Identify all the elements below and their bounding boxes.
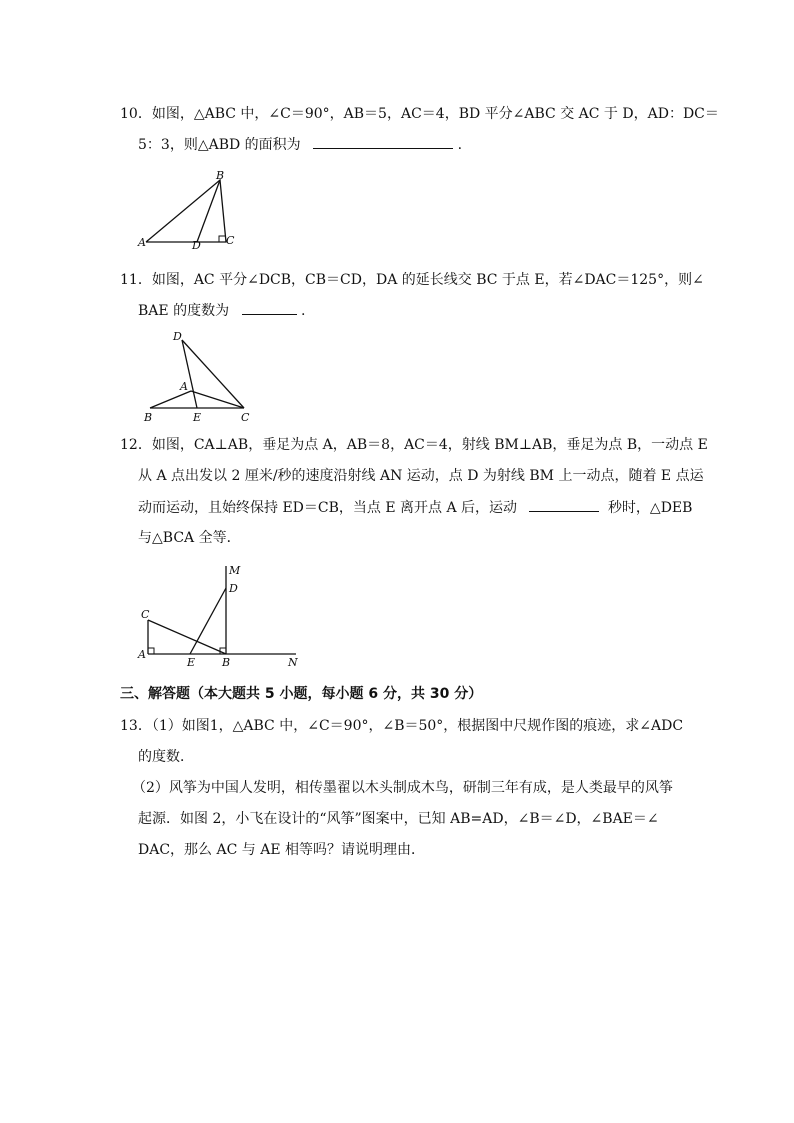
section-3-heading: 三、解答题（本大题共 5 小题，每小题 6 分，共 30 分） [120, 686, 483, 702]
q12-line-1: 12．如图，CA⊥AB，垂足为点 A，AB＝8，AC＝4，射线 BM⊥AB，垂足为点 B，一动点 E [120, 437, 708, 453]
q11-line-2-text: BAE 的度数为 [138, 303, 230, 319]
q11-line-2-end: . [300, 303, 306, 319]
q12-label-e: E [187, 656, 196, 669]
q11-label-a: A [180, 380, 188, 393]
q13-line-5: DAC，那么 AC 与 AE 相等吗？请说明理由． [138, 842, 425, 858]
q12-answer-blank [529, 497, 599, 512]
q12-label-a: A [138, 648, 146, 661]
q12-line-3 [138, 497, 692, 518]
q12-label-b: B [222, 656, 231, 669]
q11-line-2 [138, 300, 305, 321]
q10-line-1: 10．如图，△ABC 中，∠C＝90°，AB＝5，AC＝4，BD 平分∠ABC 交 AC 于 D，AD：DC＝ [120, 106, 719, 122]
q10-triangle-abc [146, 180, 226, 242]
q11-answer-blank [242, 300, 297, 315]
q11-segment-ba [150, 391, 191, 408]
q12-line-3-text-a: 动而运动，且始终保持 ED＝CB，当点 E 离开点 A 后，运动 [138, 500, 518, 516]
q10-line-2 [138, 134, 462, 155]
q11-segment-de [182, 340, 197, 408]
q10-figure [130, 168, 250, 258]
q11-label-c: C [241, 411, 250, 424]
q12-line-2: 从 A 点出发以 2 厘米/秒的速度沿射线 AN 运动，点 D 为射线 BM 上一动点，随着 E 点运 [138, 468, 704, 484]
q13-line-4: 起源．如图 2，小飞在设计的“风筝”图案中，已知 AB=AD，∠B＝∠D，∠BAE＝∠ [138, 811, 659, 827]
q12-label-m: M [229, 564, 241, 577]
q10-line-2-end: . [457, 137, 463, 153]
q11-line-1: 11．如图，AC 平分∠DCB，CB＝CD，DA 的延长线交 BC 于点 E，若∠DAC＝125°，则∠ [120, 272, 704, 288]
q13-line-2: 的度数． [138, 749, 194, 765]
q12-line-3-text-b: 秒时，△DEB [607, 500, 693, 516]
q11-label-d: D [173, 330, 182, 343]
q10-label-c: C [226, 234, 235, 247]
q12-line-4: 与△BCA 全等． [138, 530, 241, 546]
q10-right-angle-mark [219, 236, 225, 242]
q12-label-n: N [288, 656, 298, 669]
q10-label-b: B [216, 169, 225, 182]
q11-label-b: B [144, 411, 153, 424]
q12-right-angle-a [148, 648, 154, 654]
q13-line-1: 13．（1）如图1，△ABC 中，∠C＝90°，∠B＝50°，根据图中尺规作图的痕迹，求∠ADC [120, 718, 684, 734]
q10-line-2-text: 5：3，则△ABD 的面积为 [138, 137, 301, 153]
q10-label-a: A [138, 236, 146, 249]
q11-label-e: E [193, 411, 202, 424]
q12-label-c: C [141, 608, 150, 621]
q12-segment-ed [190, 588, 226, 654]
q10-answer-blank [313, 134, 453, 149]
q12-figure [130, 558, 310, 670]
q12-segment-cb [148, 620, 226, 654]
q12-label-d: D [229, 582, 238, 595]
q11-figure [140, 328, 260, 426]
q13-line-3: （2）风筝为中国人发明，相传墨翟以木头制成木鸟，研制三年有成，是人类最早的风筝 [132, 780, 673, 796]
q10-label-d: D [192, 239, 201, 252]
